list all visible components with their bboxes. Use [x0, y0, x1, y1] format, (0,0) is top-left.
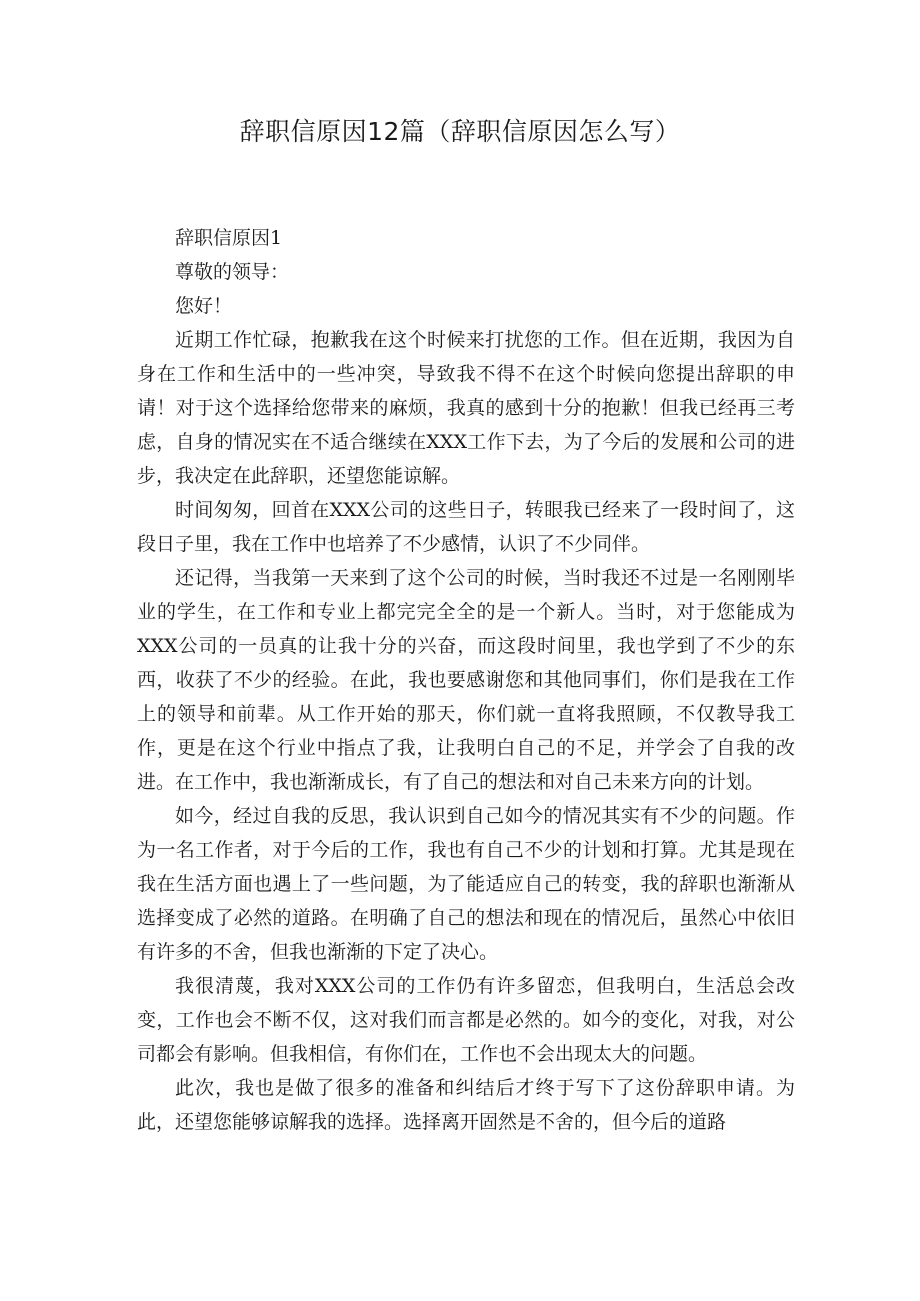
salutation: 尊敬的领导： — [175, 261, 290, 283]
greeting: 您好！ — [175, 295, 233, 317]
paragraph: 如今，经过自我的反思，我认识到自己如今的情况其实有不少的问题。作为一名工作者，对于今后的工作，我也有自己不少的计划和打算。尤其是现在我在生活方面也遇上了一些问题，为了能适应自己的转变，我的辞职也渐渐从选择变成了必然的道路。在明确了自己的想法和现在的情况后，虽然心中依旧有许多的不舍，但我也渐渐的下定了决心。 — [137, 805, 795, 963]
section-heading: 辞职信原因1 — [175, 227, 283, 249]
paragraph: 我很清蔑，我对XXX公司的工作仍有许多留恋，但我明白，生活总会改变，工作也会不断不仅，这对我们而言都是必然的。如今的变化，对我，对公司都会有影响。但我相信，有你们在，工作也不会出现太大的问题。 — [137, 975, 795, 1065]
paragraph: 近期工作忙碌，抱歉我在这个时候来打扰您的工作。但在近期，我因为自身在工作和生活中的一些冲突，导致我不得不在这个时候向您提出辞职的申请！对于这个选择给您带来的麻烦，我真的感到十分的抱歉！但我已经再三考虑，自身的情况实在不适合继续在XXX工作下去，为了今后的发展和公司的进步，我决定在此辞职，还望您能谅解。 — [137, 329, 795, 487]
paragraph: 时间匆匆，回首在XXX公司的这些日子，转眼我已经来了一段时间了，这段日子里，我在工作中也培养了不少感情，认识了不少同伴。 — [137, 499, 795, 555]
paragraph: 还记得，当我第一天来到了这个公司的时候，当时我还不过是一名刚刚毕业的学生，在工作和专业上都完完全全的是一个新人。当时，对于您能成为XXX公司的一员真的让我十分的兴奋，而这段时间里，我也学到了不少的东西，收获了不少的经验。在此，我也要感谢您和其他同事们，你们是我在工作上的领导和前辈。从工作开始的那天，你们就一直将我照顾，不仅教导我工作，更是在这个行业中指点了我，让我明白自己的不足，并学会了自我的改进。在工作中，我也渐渐成长，有了自己的想法和对自己未来方向的计划。 — [137, 567, 795, 793]
document-body — [137, 221, 795, 1139]
paragraph: 此次，我也是做了很多的准备和纠结后才终于写下了这份辞职申请。为此，还望您能够谅解我的选择。选择离开固然是不舍的，但今后的道路 — [137, 1077, 795, 1133]
document-title: 辞职信原因12篇（辞职信原因怎么写） — [239, 117, 681, 146]
